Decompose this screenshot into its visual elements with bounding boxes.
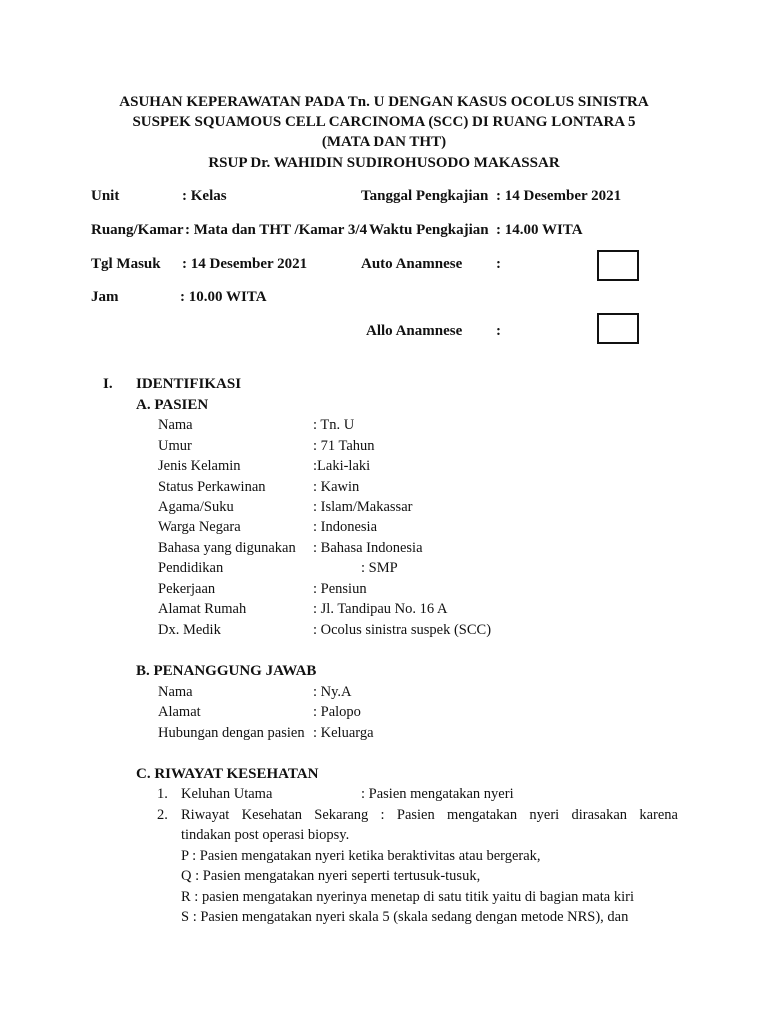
auto-anamnese-colon: : <box>496 256 501 272</box>
pasien-jenis-kelamin-value: :Laki-laki <box>313 458 371 474</box>
pj-nama-label: Nama <box>158 684 193 700</box>
tgl-masuk-value: : 14 Desember 2021 <box>182 256 308 272</box>
document-title-line-4: RSUP Dr. WAHIDIN SUDIROHUSODO MAKASSAR <box>208 155 560 171</box>
pasien-pendidikan-label: Pendidikan <box>158 560 224 576</box>
pasien-warga-negara-value: : Indonesia <box>313 519 378 535</box>
tanggal-pengkajian-value: : 14 Desember 2021 <box>496 188 622 204</box>
pasien-dx-medik-value: : Ocolus sinistra suspek (SCC) <box>313 622 492 638</box>
section-number: I. <box>103 376 113 392</box>
pj-hubungan-label: Hubungan dengan pasien <box>158 725 305 741</box>
pasien-pekerjaan-value: : Pensiun <box>313 581 367 597</box>
document-title-line-1: ASUHAN KEPERAWATAN PADA Tn. U DENGAN KASUS OCOLUS SINISTRA <box>119 94 649 110</box>
riwayat-kesehatan-heading: C. RIWAYAT KESEHATAN <box>136 766 319 782</box>
jam-value: : 10.00 WITA <box>180 289 267 305</box>
allo-anamnese-checkbox[interactable] <box>597 313 639 344</box>
pasien-bahasa-label: Bahasa yang digunakan <box>158 540 296 556</box>
section-title: IDENTIFIKASI <box>136 376 242 392</box>
riwayat-sekarang-line-2: tindakan post operasi biopsy. <box>181 827 350 843</box>
ruang-kamar-label: Ruang/Kamar <box>91 222 184 238</box>
allo-anamnese-colon: : <box>496 323 501 339</box>
pj-alamat-value: : Palopo <box>313 704 361 720</box>
pqrst-p: P : Pasien mengatakan nyeri ketika beraktivitas atau bergerak, <box>181 848 541 864</box>
pasien-dx-medik-label: Dx. Medik <box>158 622 221 638</box>
pasien-warga-negara-label: Warga Negara <box>158 519 241 535</box>
pasien-alamat-value: : Jl. Tandipau No. 16 A <box>313 601 448 617</box>
pasien-jenis-kelamin-label: Jenis Kelamin <box>158 458 241 474</box>
pasien-pekerjaan-label: Pekerjaan <box>158 581 216 597</box>
waktu-pengkajian-value: : 14.00 WITA <box>496 222 583 238</box>
tanggal-pengkajian-label: Tanggal Pengkajian <box>361 188 489 204</box>
keluhan-utama-value: : Pasien mengatakan nyeri <box>361 786 514 802</box>
pasien-nama-label: Nama <box>158 417 193 433</box>
pasien-umur-value: : 71 Tahun <box>313 438 375 454</box>
riwayat-sekarang-line-1: Riwayat Kesehatan Sekarang : Pasien mengatakan nyeri dirasakan karena <box>181 807 678 823</box>
penanggung-jawab-heading: B. PENANGGUNG JAWAB <box>136 663 317 679</box>
pasien-status-perkawinan-value: : Kawin <box>313 479 360 495</box>
pasien-bahasa-value: : Bahasa Indonesia <box>313 540 423 556</box>
document-title-line-2: SUSPEK SQUAMOUS CELL CARCINOMA (SCC) DI RUANG LONTARA 5 <box>132 114 636 130</box>
pasien-umur-label: Umur <box>158 438 192 454</box>
allo-anamnese-label: Allo Anamnese <box>366 323 463 339</box>
auto-anamnese-label: Auto Anamnese <box>361 256 463 272</box>
pasien-status-perkawinan-label: Status Perkawinan <box>158 479 266 495</box>
tgl-masuk-label: Tgl Masuk <box>91 256 161 272</box>
pasien-pendidikan-value: : SMP <box>361 560 398 576</box>
waktu-pengkajian-label: Waktu Pengkajian <box>369 222 489 238</box>
document-title-line-3: (MATA DAN THT) <box>321 134 447 150</box>
pasien-alamat-label: Alamat Rumah <box>158 601 247 617</box>
unit-label: Unit <box>91 188 120 204</box>
pasien-nama-value: : Tn. U <box>313 417 355 433</box>
pj-nama-value: : Ny.A <box>313 684 352 700</box>
unit-value: : Kelas <box>182 188 227 204</box>
keluhan-utama-number: 1. <box>157 786 168 802</box>
pqrst-r: R : pasien mengatakan nyerinya menetap di satu titik yaitu di bagian mata kiri <box>181 889 634 905</box>
pqrst-q: Q : Pasien mengatakan nyeri seperti tertusuk-tusuk, <box>181 868 481 884</box>
auto-anamnese-checkbox[interactable] <box>597 250 639 281</box>
pqrst-s: S : Pasien mengatakan nyeri skala 5 (skala sedang dengan metode NRS), dan <box>181 909 629 925</box>
pasien-agama-suku-label: Agama/Suku <box>158 499 234 515</box>
pasien-agama-suku-value: : Islam/Makassar <box>313 499 413 515</box>
jam-label: Jam <box>91 289 119 305</box>
riwayat-sekarang-number: 2. <box>157 807 168 823</box>
keluhan-utama-label: Keluhan Utama <box>181 786 273 802</box>
pj-hubungan-value: : Keluarga <box>313 725 374 741</box>
ruang-kamar-value: : Mata dan THT /Kamar 3/4 <box>185 222 368 238</box>
pasien-heading: A. PASIEN <box>136 397 209 413</box>
pj-alamat-label: Alamat <box>158 704 201 720</box>
